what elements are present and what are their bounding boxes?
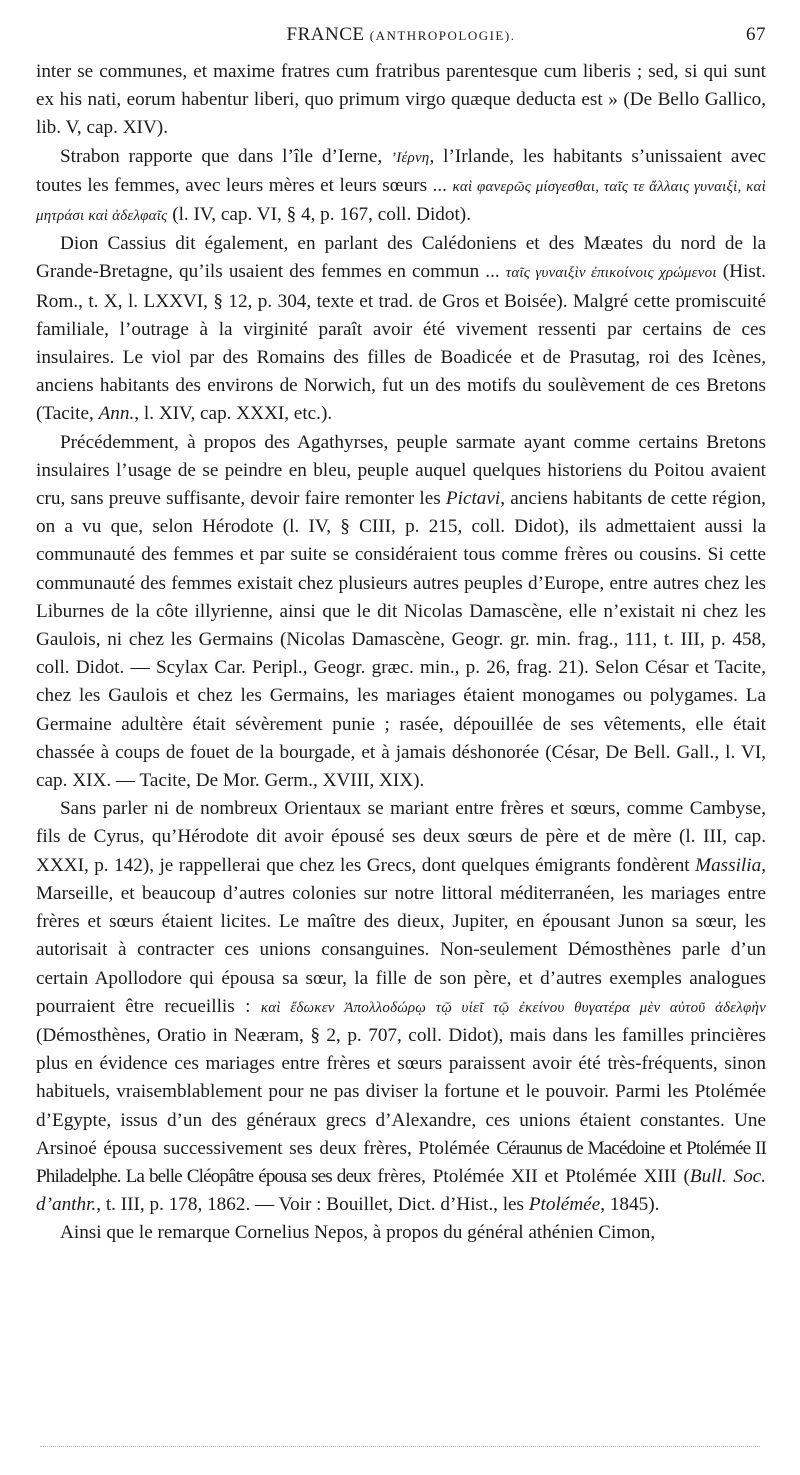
header-title: FRANCE [286, 24, 365, 45]
text-segment: (l. IV, cap. VI, § 4, p. 167, coll. Didot). [167, 204, 471, 226]
paragraph-6 [36, 1219, 766, 1247]
running-header [36, 24, 766, 58]
paragraph-4 [36, 429, 766, 796]
text-segment: , t. III, p. 178, 1862. — Voir : Bouillet, Dict. d’Hist., les [96, 1194, 529, 1216]
greek-quote: καὶ φανερῶς μίσγεσθαι, ταῖς τε ἄλλαις γυναιξὶ, καὶ μητράσι καὶ ἀδελφαῖς [36, 178, 766, 225]
text-segment: (Hist. Rom., t. X, l. LXXVI, § 12, p. 304, texte et trad. de Gros et Boisée). Malgré cette promiscuité familiale, l’outrage à la virginité paraît avoir été vivement ressenti par certains de ces insulaires. Le viol par des Romains des filles de Boadicée et de Prasutag, roi des Icènes, anciens habitants des environs de Norwich, fut un des motifs du soulèvement de ces Bretons (Tacite, [36, 261, 766, 425]
text-segment: , l. XIV, cap. XXXI, etc.). [134, 403, 333, 425]
italic-text: Massilia [695, 854, 762, 876]
text-segment: Précédemment, à propos des Agathyrses, peuple sarmate ayant comme certains Bretons insulaires l’usage de se peindre en bleu, peuple auquel quelques historiens du Poitou avaient cru, sans preuve suffisante, devoir faire remonter les [36, 431, 766, 510]
text-segment: inter se communes, et maxime fratres cum fratribus parentesque cum liberis ; sed, si qui sunt ex his nati, eorum habentur liberi, quo primum virgo quæque deducta est » (De Bello Gallico, lib. V, cap. XIV). [36, 61, 766, 139]
italic-text: Ptolémée [528, 1194, 601, 1216]
italic-text: Ann. [98, 403, 135, 425]
greek-quote: ’Ιέρνη [391, 149, 430, 166]
text-segment: frères, Ptolémée XII et Ptolémée XIII ( [370, 1165, 690, 1187]
text-segment: Céraunus de Macédoine et Ptolémée II Philadelphe. La belle Cléopâtre épousa ses deux [36, 1137, 766, 1187]
paragraph-3 [36, 230, 766, 428]
text-segment: Strabon rapporte que dans l’île d’Ierne, [60, 145, 392, 167]
book-page [36, 24, 766, 1248]
text-segment: , Marseille, et beaucoup d’autres colonies sur notre littoral méditerranéen, les mariages entre frères et sœurs étaient licites. Le maître des dieux, Jupiter, en épousant Junon sa sœur, les autorisait à contracter ces unions consanguines. Non-seulement Démosthènes parle d’un certain Apollodore qui épousa sa sœur, la fille de son père, et d’autres exemples analogues pourraient être recueillis : [36, 854, 766, 1017]
greek-quote: ταῖς γυναιξὶν ἐπικοίνοις χρώμενοι [505, 265, 717, 282]
text-segment: , 1845). [600, 1194, 660, 1216]
page-number: 67 [746, 24, 766, 45]
text-segment: (Démosthènes, Oratio in Neæram, § 2, p. 707, coll. Didot), mais dans les familles princières plus en évidence ces mariages entre frères et sœurs paraissent avoir été très-fréquents, sinon habituels, vraisemblablement pour ne pas diviser la fortune et le pouvoir. Parmi les Ptolémée d’Egypte, issus d’un des généraux grecs d’Alexandre, ces unions étaient constantes. Une Arsinoé épousa successivement ses deux frères, Ptolémée [36, 1024, 766, 1159]
text-segment: Dion Cassius dit également, en parlant des Calédoniens et des Mæates du nord de la Grande-Bretagne, qu’ils usaient des femmes en commun ... [36, 233, 766, 283]
italic-text: Bull. Soc. d’anthr. [36, 1165, 766, 1216]
text-segment: Sans parler ni de nombreux Orientaux se mariant entre frères et sœurs, comme Cambyse, fils de Cyrus, qu’Hérodote dit avoir épousé ses deux sœurs de père et de mère (l. III, cap. XXXI, p. 142), je rappellerai que chez les Grecs, dont quelques émigrants fondèrent [36, 798, 766, 876]
paragraph-2 [36, 143, 766, 231]
paragraph-5 [36, 795, 766, 1219]
greek-quote: καὶ ἔδωκεν Ἀπολλοδώρῳ τῷ υἱεῖ τῷ ἐκείνου θυγατέρα μὲν αὐτοῦ ἀδελφὴν [260, 999, 766, 1016]
paragraph-1 [36, 58, 766, 143]
body-text [36, 58, 766, 1248]
running-title [36, 24, 766, 46]
header-subtitle: (ANTHROPOLOGIE). [369, 28, 516, 43]
footer-rule [40, 1446, 760, 1447]
text-segment: , l’Irlande, les habitants s’unissaient avec toutes les femmes, avec leurs mères et leurs sœurs ... [36, 145, 766, 196]
italic-text: Pictavi [445, 488, 501, 510]
text-segment: Ainsi que le remarque Cornelius Nepos, à propos du général athénien Cimon, [60, 1222, 656, 1244]
text-segment: , anciens habitants de cette région, on a vu que, selon Hérodote (l. IV, § CIII, p. 215, coll. Didot), ils admettaient aussi la communauté des femmes et par suite se considéraient tous comme frères ou cousins. Si cette communauté des femmes existait chez plusieurs autres peuples d’Europe, entre autres chez les Liburnes de la côte illyrienne, ainsi que le dit Nicolas Damascène, elle n’existait ni chez les Gaulois, ni chez les Germains (Nicolas Damascène, Geogr. gr. min. frag., 111, t. III, p. 458, coll. Didot. — Scylax Car. Peripl., Geogr. græc. min., p. 26, frag. 21). Selon César et Tacite, chez les Gaulois et chez les Germains, les mariages étaient monogames ou polygames. La Germaine adultère était sévèrement punie ; rasée, dépouillée de ses vêtements, elle était chassée à coups de fouet de la bourgade, et à jamais déshonorée (César, De Bell. Gall., l. VI, cap. XIX. — Tacite, De Mor. Germ., XVIII, XIX). [36, 488, 766, 792]
